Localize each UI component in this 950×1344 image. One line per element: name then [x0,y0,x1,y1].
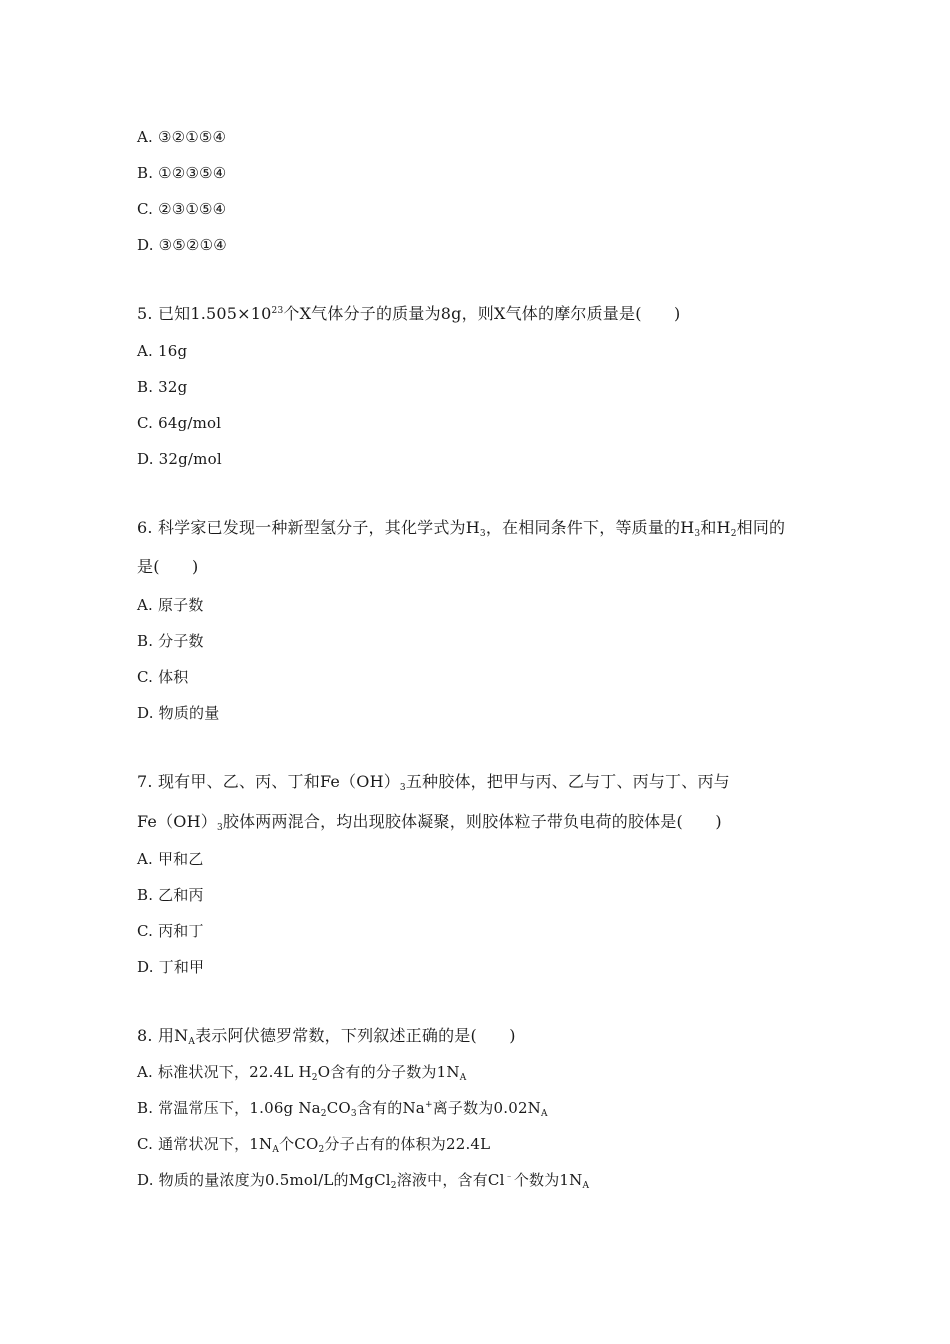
q7-stem-line1: 7. 现有甲、乙、丙、丁和$Fe(OH)_3$五种胶体，把甲与丙、乙与丁、丙与丁、丙与 [137,772,730,793]
q6-option-d: D. 物质的量 [137,704,220,722]
q4-option-b: B. ①②③⑤④ [137,164,227,182]
q6-option-c: C. 体积 [137,668,189,686]
q8-stem: 8. 用$N_A$表示阿伏德罗常数，下列叙述正确的是( ) [137,1026,516,1047]
q8-option-a: A. 标准状况下，22.4L $H_2O$含有的分子数为$1N_A$ [137,1063,467,1083]
q4-option-a: A. ③②①⑤④ [137,128,227,146]
q8-option-d: D. 物质的量浓度为0.5mol/L的MgCl$_2$溶液中，含有Cl﹣个数为$1N_A$ [137,1171,590,1191]
q5-option-a: A. 16g [137,342,188,360]
q6-option-b: B. 分子数 [137,632,204,650]
q5-stem: 5. 已知$1.505\times 10^{23}$个X气体分子的质量为8g，则X气体的摩尔质量是( ) [137,304,681,323]
q8-option-b: B. 常温常压下，1.06g $Na_2CO_3$含有的Na+离子数为$0.02N_A$ [137,1099,548,1119]
q6-option-a: A. 原子数 [137,596,204,614]
q5-option-b: B. 32g [137,378,188,396]
q5-option-d: D. 32g/mol [137,450,222,468]
q8-option-c: C. 通常状况下，$1N_A$个$CO_2$分子占有的体积为22.4L [137,1135,491,1155]
q7-stem-line2: $Fe(OH)_3$胶体两两混合，均出现胶体凝聚，则胶体粒子带负电荷的胶体是( ) [137,812,722,833]
q7-option-a: A. 甲和乙 [137,850,204,868]
q7-option-b: B. 乙和丙 [137,886,204,904]
q5-option-c: C. 64g/mol [137,414,222,432]
q4-option-d: D. ③⑤②①④ [137,236,227,254]
q6-stem-line1: 6. 科学家已发现一种新型氢分子，其化学式为$H_3$，在相同条件下，等质量的$H_3$和$H_2$相同的 [137,518,786,539]
q7-option-d: D. 丁和甲 [137,958,205,976]
q6-stem-line2: 是( ) [137,557,199,576]
q4-option-c: C. ②③①⑤④ [137,200,227,218]
q7-option-c: C. 丙和丁 [137,922,204,940]
